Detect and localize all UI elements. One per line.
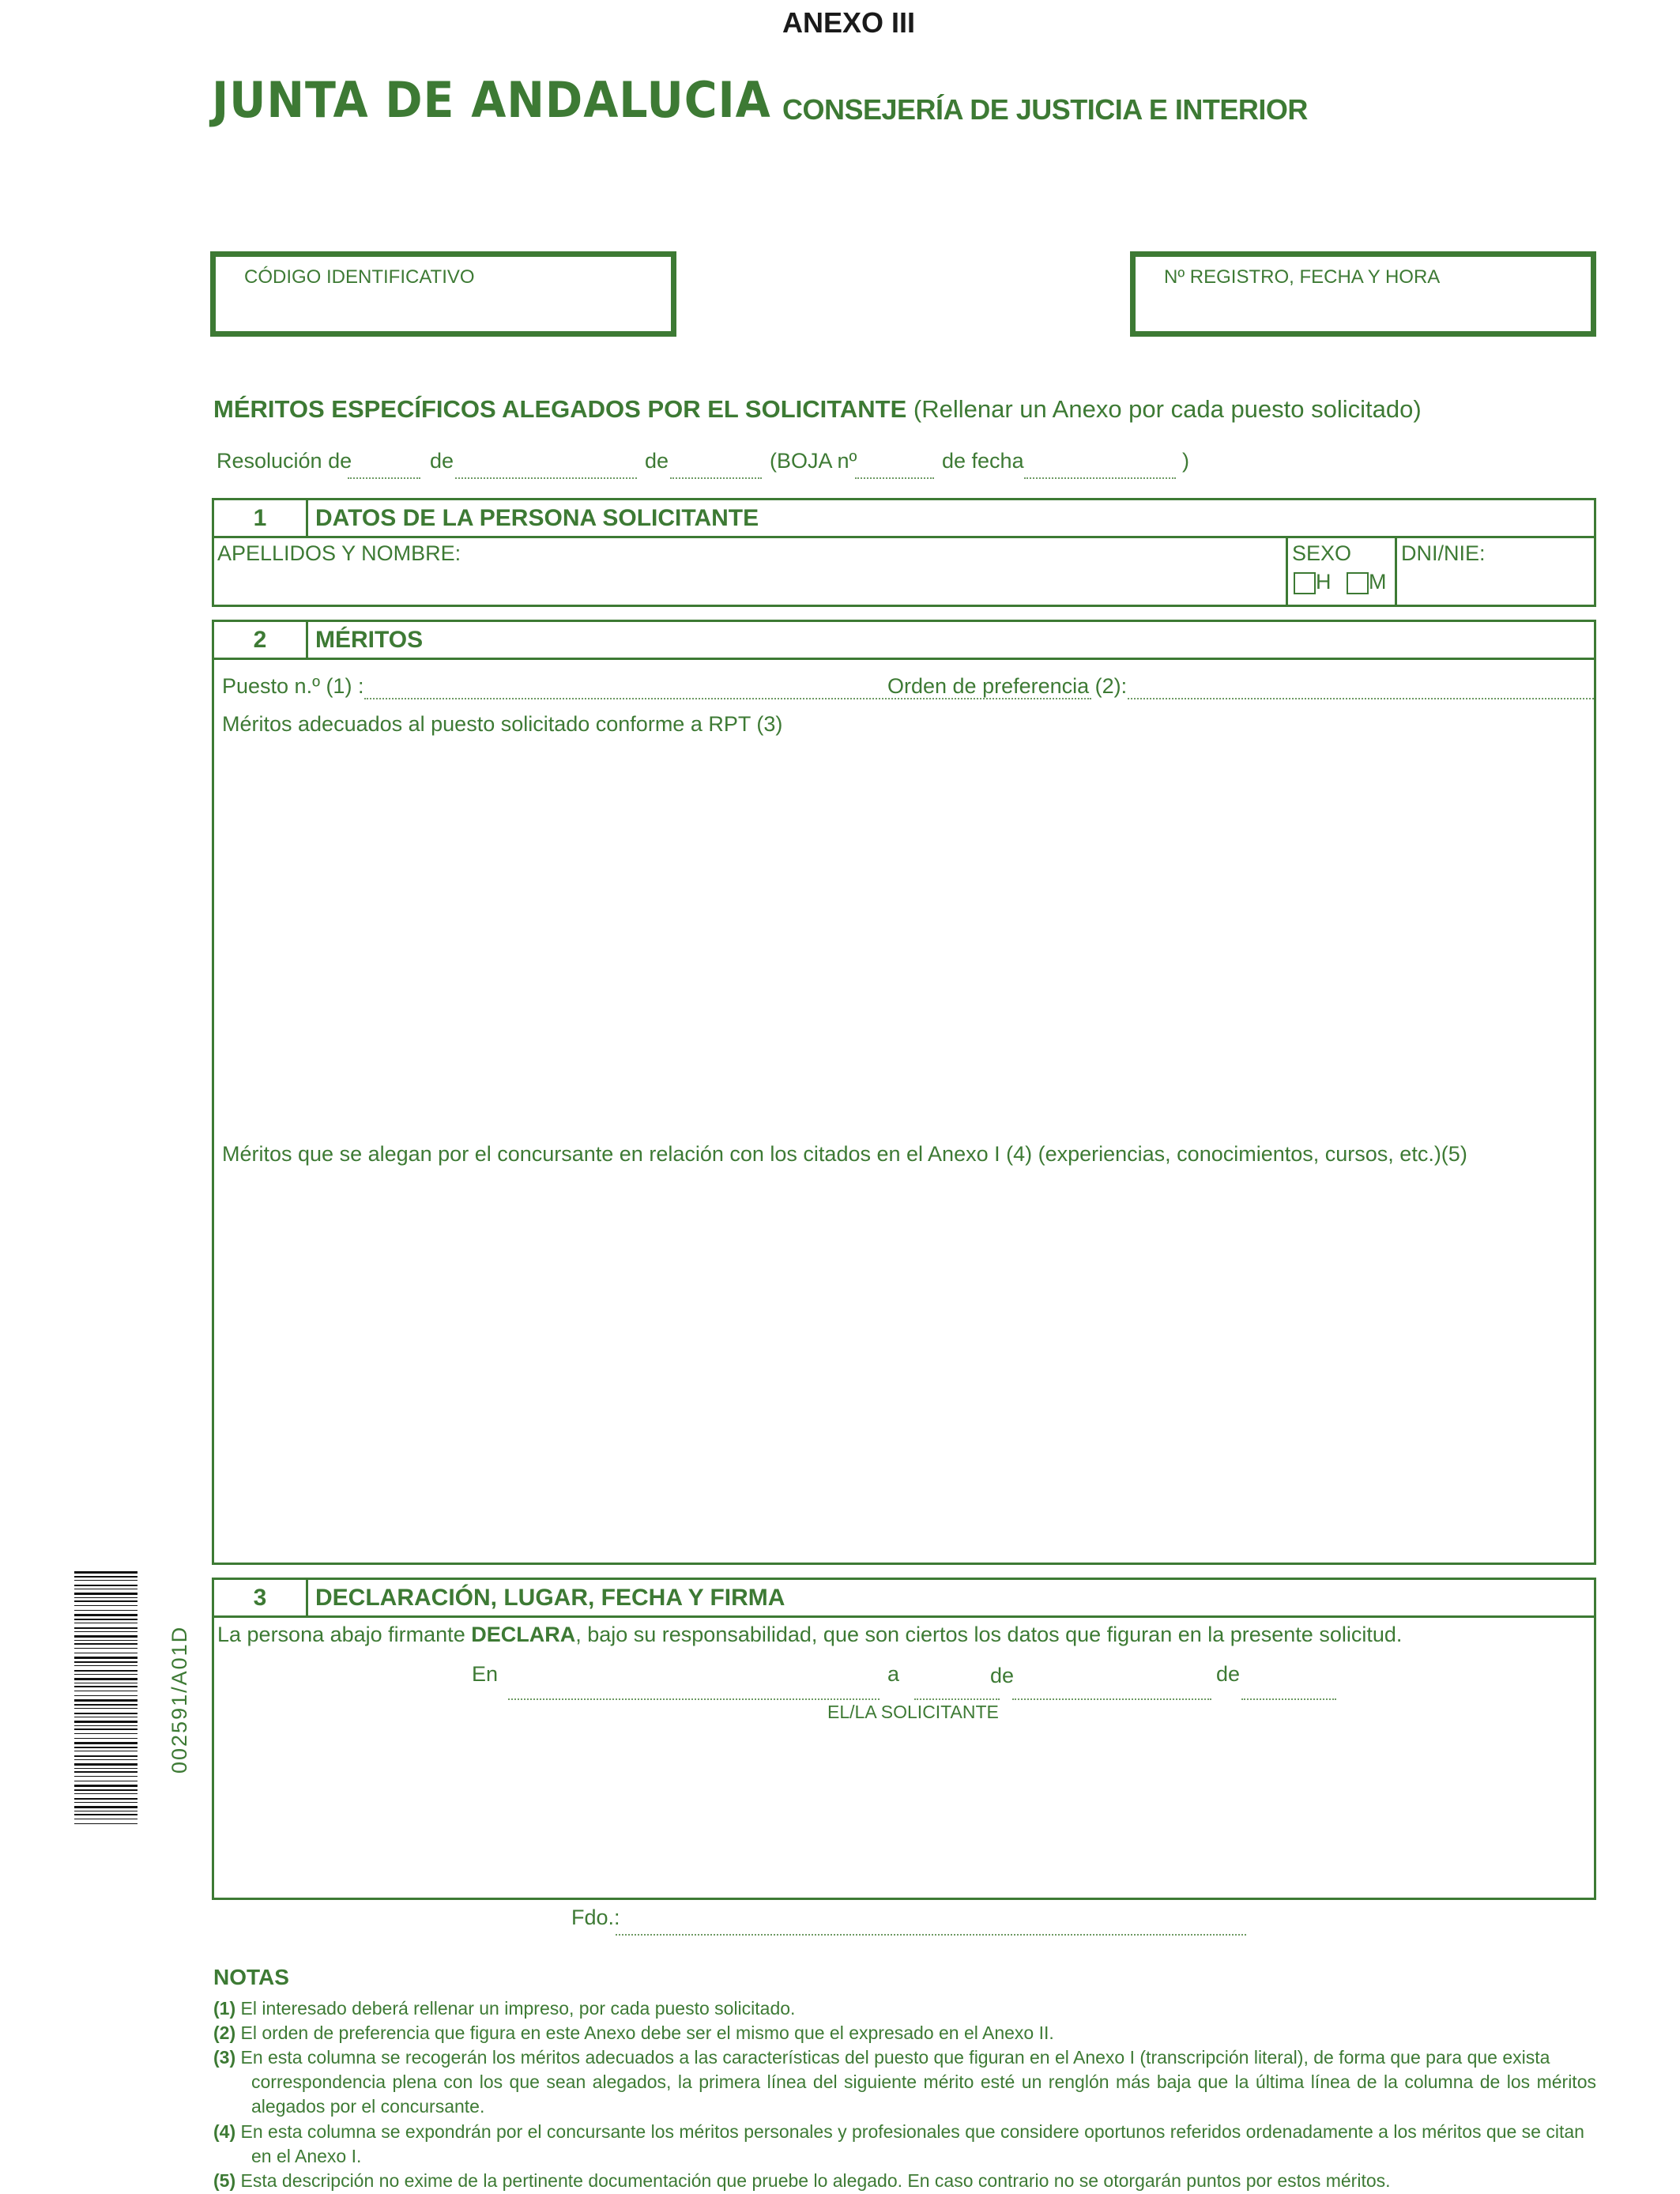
note-5: (5) Esta descripción no exime de la pertinente documentación que pruebe lo alegado. En caso contrario no se otorgarán puntos por estos méritos. <box>213 2170 1391 2191</box>
sex-h-checkbox[interactable] <box>1294 572 1316 594</box>
form-heading <box>213 395 1422 424</box>
dni-field[interactable] <box>1399 538 1595 605</box>
meritos-alegados-label: Méritos que se alegan por el concursante en relación con los citados en el Anexo I (4) (experiencias, conocimientos, cursos, etc.)(5) <box>222 1142 1467 1166</box>
section-1-number: 1 <box>214 500 308 536</box>
resolucion-de1-label: de <box>430 449 454 473</box>
junta-logo: JUNTA DE ANDALUCIA <box>212 71 771 129</box>
section-3-header <box>214 1580 1594 1618</box>
sex-m-checkbox[interactable] <box>1347 572 1369 594</box>
meritos-alegados-area[interactable] <box>219 1175 1591 1558</box>
fdo-field[interactable] <box>616 1934 1246 1936</box>
name-field[interactable] <box>214 538 1286 605</box>
heading-bold: MÉRITOS ESPECÍFICOS ALEGADOS POR EL SOLICITANTE <box>213 395 907 423</box>
orden-field[interactable] <box>1128 698 1594 699</box>
month-field[interactable] <box>1012 1698 1211 1700</box>
dni-label: DNI/NIE: <box>1401 541 1486 565</box>
resolucion-year-field[interactable] <box>670 477 762 479</box>
de1-label: de <box>990 1664 1015 1687</box>
code-label: CÓDIGO IDENTIFICATIVO <box>244 266 475 288</box>
department-name: CONSEJERÍA DE JUSTICIA E INTERIOR <box>782 93 1308 126</box>
barcode-image <box>74 1571 137 1824</box>
divider <box>1395 536 1397 607</box>
section-2-number: 2 <box>214 622 308 658</box>
barcode-code: 002591/A01D <box>168 1625 191 1774</box>
section-3-number: 3 <box>214 1580 308 1615</box>
de2-label: de <box>1216 1662 1241 1686</box>
de-fecha-label: de fecha <box>942 449 1024 473</box>
registry-box[interactable] <box>1130 251 1596 337</box>
signature-area[interactable] <box>219 1730 1591 1898</box>
section-3-box <box>212 1578 1596 1929</box>
year-field[interactable] <box>1241 1698 1336 1700</box>
resolucion-de2-label: de <box>645 449 669 473</box>
boja-date-field[interactable] <box>1024 477 1176 479</box>
en-label: En <box>472 1662 499 1686</box>
notes-title: NOTAS <box>213 1965 289 1989</box>
heading-note: (Rellenar un Anexo por cada puesto solicitado) <box>913 395 1422 423</box>
resolucion-label: Resolución de <box>217 449 352 473</box>
boja-number-field[interactable] <box>855 477 934 479</box>
section-2-box <box>212 620 1596 1565</box>
sex-h-label: H <box>1316 570 1332 594</box>
sex-options <box>1294 570 1387 594</box>
registry-label: Nº REGISTRO, FECHA Y HORA <box>1164 266 1441 288</box>
note-3: (3) En esta columna se recogerán los méritos adecuados a las características del puesto que figuran en el Anexo I (transcripción literal), de forma que para que exista correspondencia plena con los que sean alegados, la primera línea del siguiente mérito esté un renglón más baja que la última línea de la columna de los méritos alegados por el concursante. <box>213 2047 1596 2117</box>
resolucion-month-field[interactable] <box>455 477 637 479</box>
declaration-text: La persona abajo firmante DECLARA, bajo su responsabilidad, que son ciertos los datos que figuran en la presente solicitud. <box>217 1623 1403 1646</box>
orden-label: Orden de preferencia (2): <box>887 674 1128 698</box>
note-1: (1) El interesado deberá rellenar un impreso, por cada puesto solicitado. <box>213 1998 796 2019</box>
a-label: a <box>887 1662 900 1686</box>
day-field[interactable] <box>914 1698 1000 1700</box>
fdo-label: Fdo.: <box>571 1906 620 1929</box>
close-paren: ) <box>1182 449 1189 473</box>
section-1-box <box>212 498 1596 607</box>
resolucion-day-field[interactable] <box>348 477 420 479</box>
puesto-label: Puesto n.º (1) : <box>222 674 364 698</box>
section-1-title: DATOS DE LA PERSONA SOLICITANTE <box>315 505 759 531</box>
note-2: (2) El orden de preferencia que figura en este Anexo debe ser el mismo que el expresado en el Anexo II. <box>213 2022 1054 2043</box>
boja-label: (BOJA nº <box>770 449 857 473</box>
meritos-rpt-area[interactable] <box>219 744 1591 1123</box>
solicitante-label: EL/LA SOLICITANTE <box>827 1702 999 1722</box>
code-box[interactable] <box>210 251 676 337</box>
section-2-header <box>214 622 1594 660</box>
meritos-rpt-label: Méritos adecuados al puesto solicitado conforme a RPT (3) <box>222 712 783 736</box>
place-field[interactable] <box>508 1698 880 1700</box>
sex-m-label: M <box>1369 570 1387 594</box>
section-3-title: DECLARACIÓN, LUGAR, FECHA Y FIRMA <box>315 1585 785 1611</box>
divider <box>1286 536 1288 607</box>
annex-title: ANEXO III <box>782 6 916 39</box>
section-1-header <box>214 500 1594 538</box>
name-label: APELLIDOS Y NOMBRE: <box>217 541 461 565</box>
section-2-title: MÉRITOS <box>315 627 424 653</box>
sex-label: SEXO <box>1292 541 1352 565</box>
note-4: (4) En esta columna se expondrán por el concursante los méritos personales y profesionales que considere oportunos referidos ordenadamente a los méritos que se citan en el Anexo I. <box>213 2121 1584 2166</box>
